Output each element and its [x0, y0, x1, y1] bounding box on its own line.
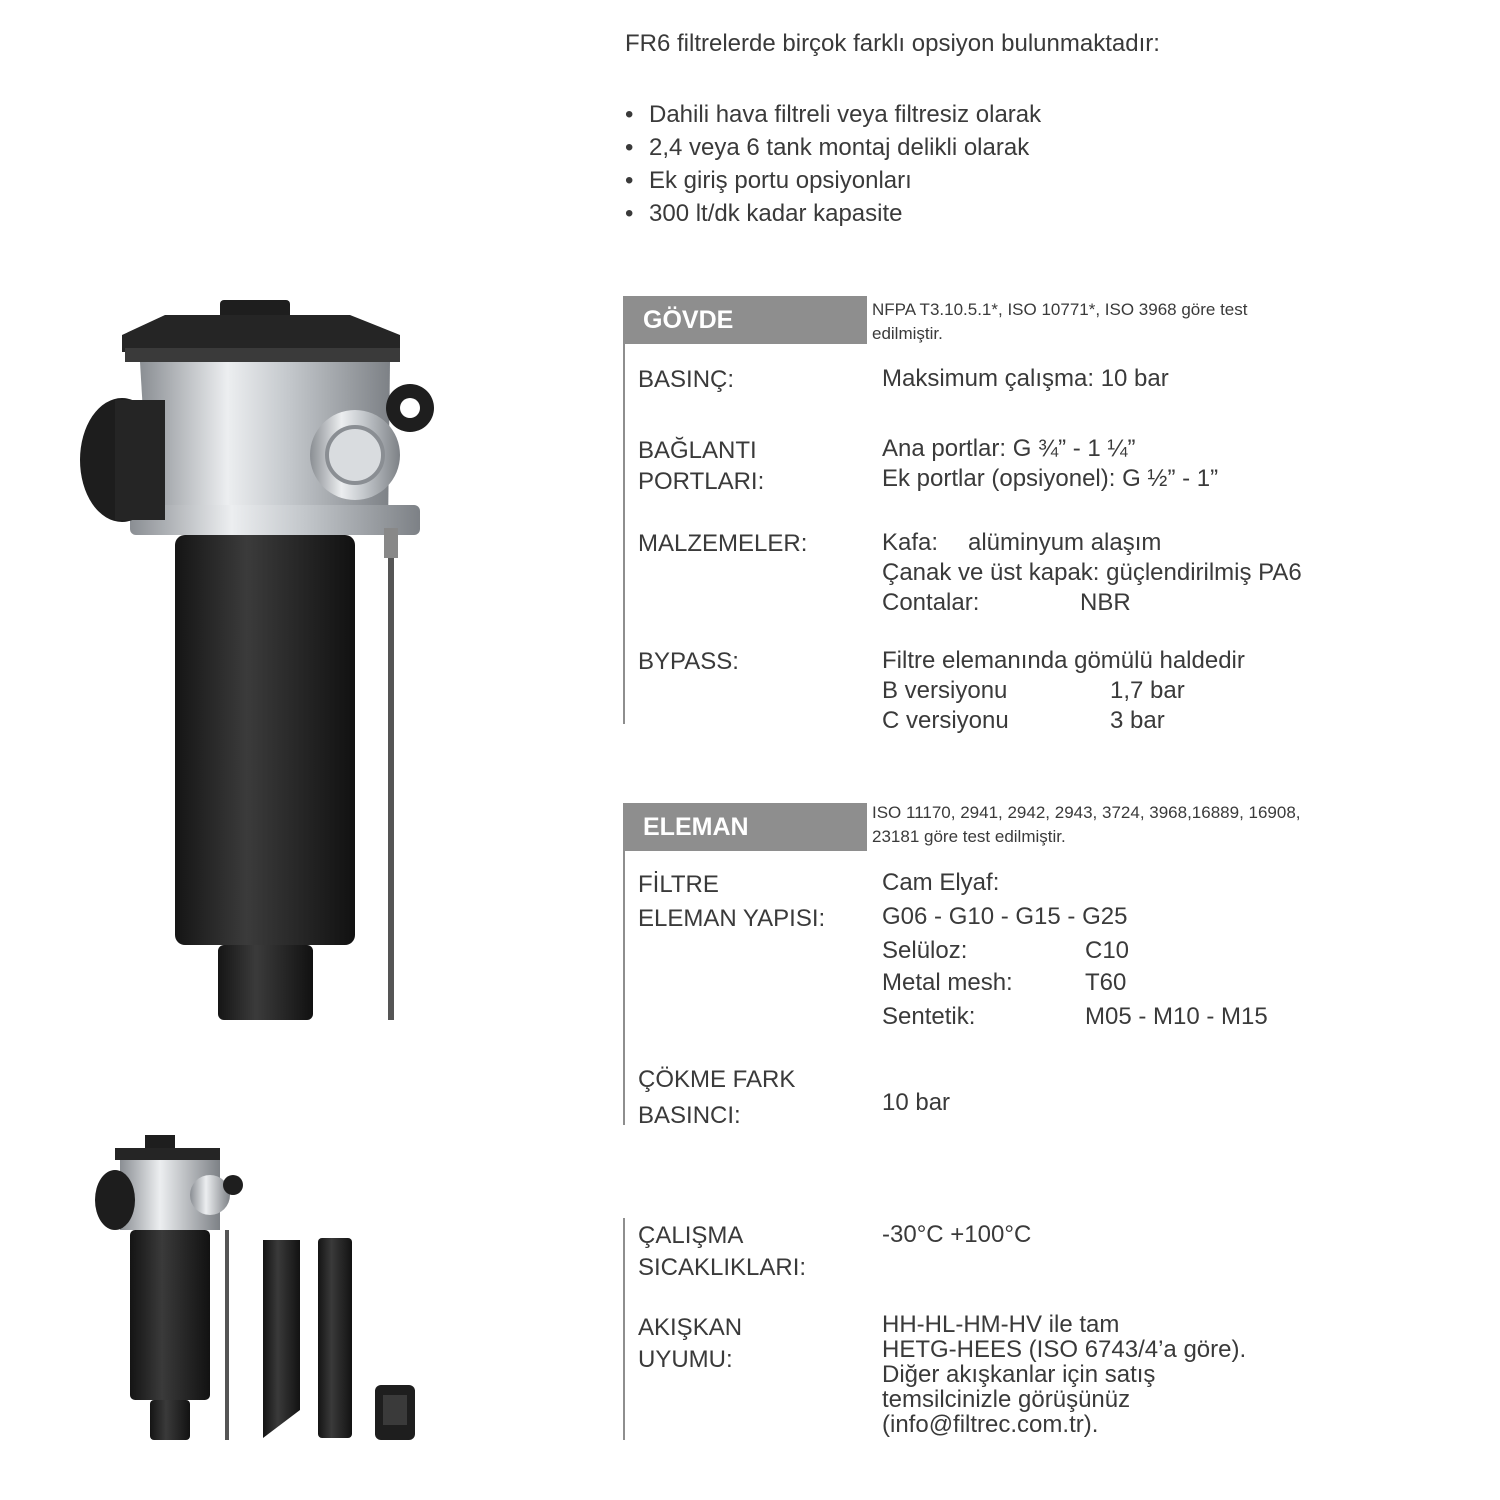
malzeme-canak: Çanak ve üst kapak: güçlendirilmiş PA6	[882, 559, 1302, 586]
filter-components-image	[85, 1130, 435, 1450]
calisma-label: ÇALIŞMA SICAKLIKLARI:	[638, 1222, 807, 1281]
seluloz-key: Selüloz:	[882, 937, 968, 964]
malzeme-label: MALZEMELER:	[638, 530, 808, 557]
cam-value: G06 - G10 - G15 - G25	[882, 903, 1128, 930]
metal-key: Metal mesh:	[882, 969, 1013, 996]
feature-item: • 2,4 veya 6 tank montaj delikli olarak	[625, 131, 1041, 164]
malzeme-kafa-value: alüminyum alaşım	[968, 529, 1162, 556]
sentetik-value: M05 - M10 - M15	[1085, 1003, 1268, 1030]
malzeme-conta-key: Contalar:	[882, 589, 980, 616]
feature-item: • Ek giriş portu opsiyonları	[625, 164, 1041, 197]
section-header-eleman: ELEMAN	[625, 803, 867, 851]
cam-key: Cam Elyaf:	[882, 869, 1000, 896]
basinc-value: Maksimum çalışma: 10 bar	[882, 365, 1169, 392]
section-divider	[623, 803, 625, 1125]
bypass-b-key: B versiyonu	[882, 677, 1008, 704]
bypass-c-value: 3 bar	[1110, 707, 1165, 734]
sentetik-key: Sentetik:	[882, 1003, 976, 1030]
govde-test-note: NFPA T3.10.5.1*, ISO 10771*, ISO 3968 göre test edilmiştir.	[872, 300, 1248, 343]
basinc-label: BASINÇ:	[638, 366, 735, 393]
feature-item: • 300 lt/dk kadar kapasite	[625, 197, 1041, 230]
bypass-b-value: 1,7 bar	[1110, 677, 1185, 704]
filtre-label: FİLTRE ELEMAN YAPISI:	[638, 871, 826, 932]
cokme-value: 10 bar	[882, 1089, 951, 1116]
baglanti-label: BAĞLANTI PORTLARI:	[638, 437, 765, 495]
feature-list	[625, 98, 1041, 230]
bypass-c-key: C versiyonu	[882, 707, 1009, 734]
malzeme-conta-value: NBR	[1080, 589, 1131, 616]
section-header-govde: GÖVDE	[625, 296, 867, 344]
eleman-test-note: ISO 11170, 2941, 2942, 2943, 3724, 3968,16889, 16908, 23181 göre test edilmiştir.	[872, 803, 1301, 846]
section-divider	[623, 296, 625, 724]
feature-item: • Dahili hava filtreli veya filtresiz olarak	[625, 98, 1041, 131]
bypass-label: BYPASS:	[638, 648, 739, 675]
akiskan-value: HH-HL-HM-HV ile tam HETG-HEES (ISO 6743/4’a göre). Diğer akışkanlar için satış temsilcinizle görüşünüz (info@filtrec.com.tr).	[882, 1311, 1247, 1438]
intro-text: FR6 filtrelerde birçok farklı opsiyon bulunmaktadır:	[625, 30, 1160, 57]
malzeme-kafa-key: Kafa:	[882, 529, 939, 556]
seluloz-value: C10	[1085, 937, 1130, 964]
cokme-label: ÇÖKME FARK BASINCI:	[638, 1066, 796, 1129]
section-divider	[623, 1218, 625, 1440]
akiskan-label: AKIŞKAN UYUMU:	[638, 1314, 743, 1373]
calisma-value: -30°C +100°C	[882, 1221, 1032, 1248]
bypass-value: Filtre elemanında gömülü haldedir	[882, 647, 1245, 674]
baglanti-value: Ana portlar: G ¾” - 1 ¼” Ek portlar (opsiyonel): G ½” - 1”	[882, 435, 1219, 492]
filter-assembly-image	[70, 290, 470, 1030]
metal-value: T60	[1085, 969, 1127, 996]
